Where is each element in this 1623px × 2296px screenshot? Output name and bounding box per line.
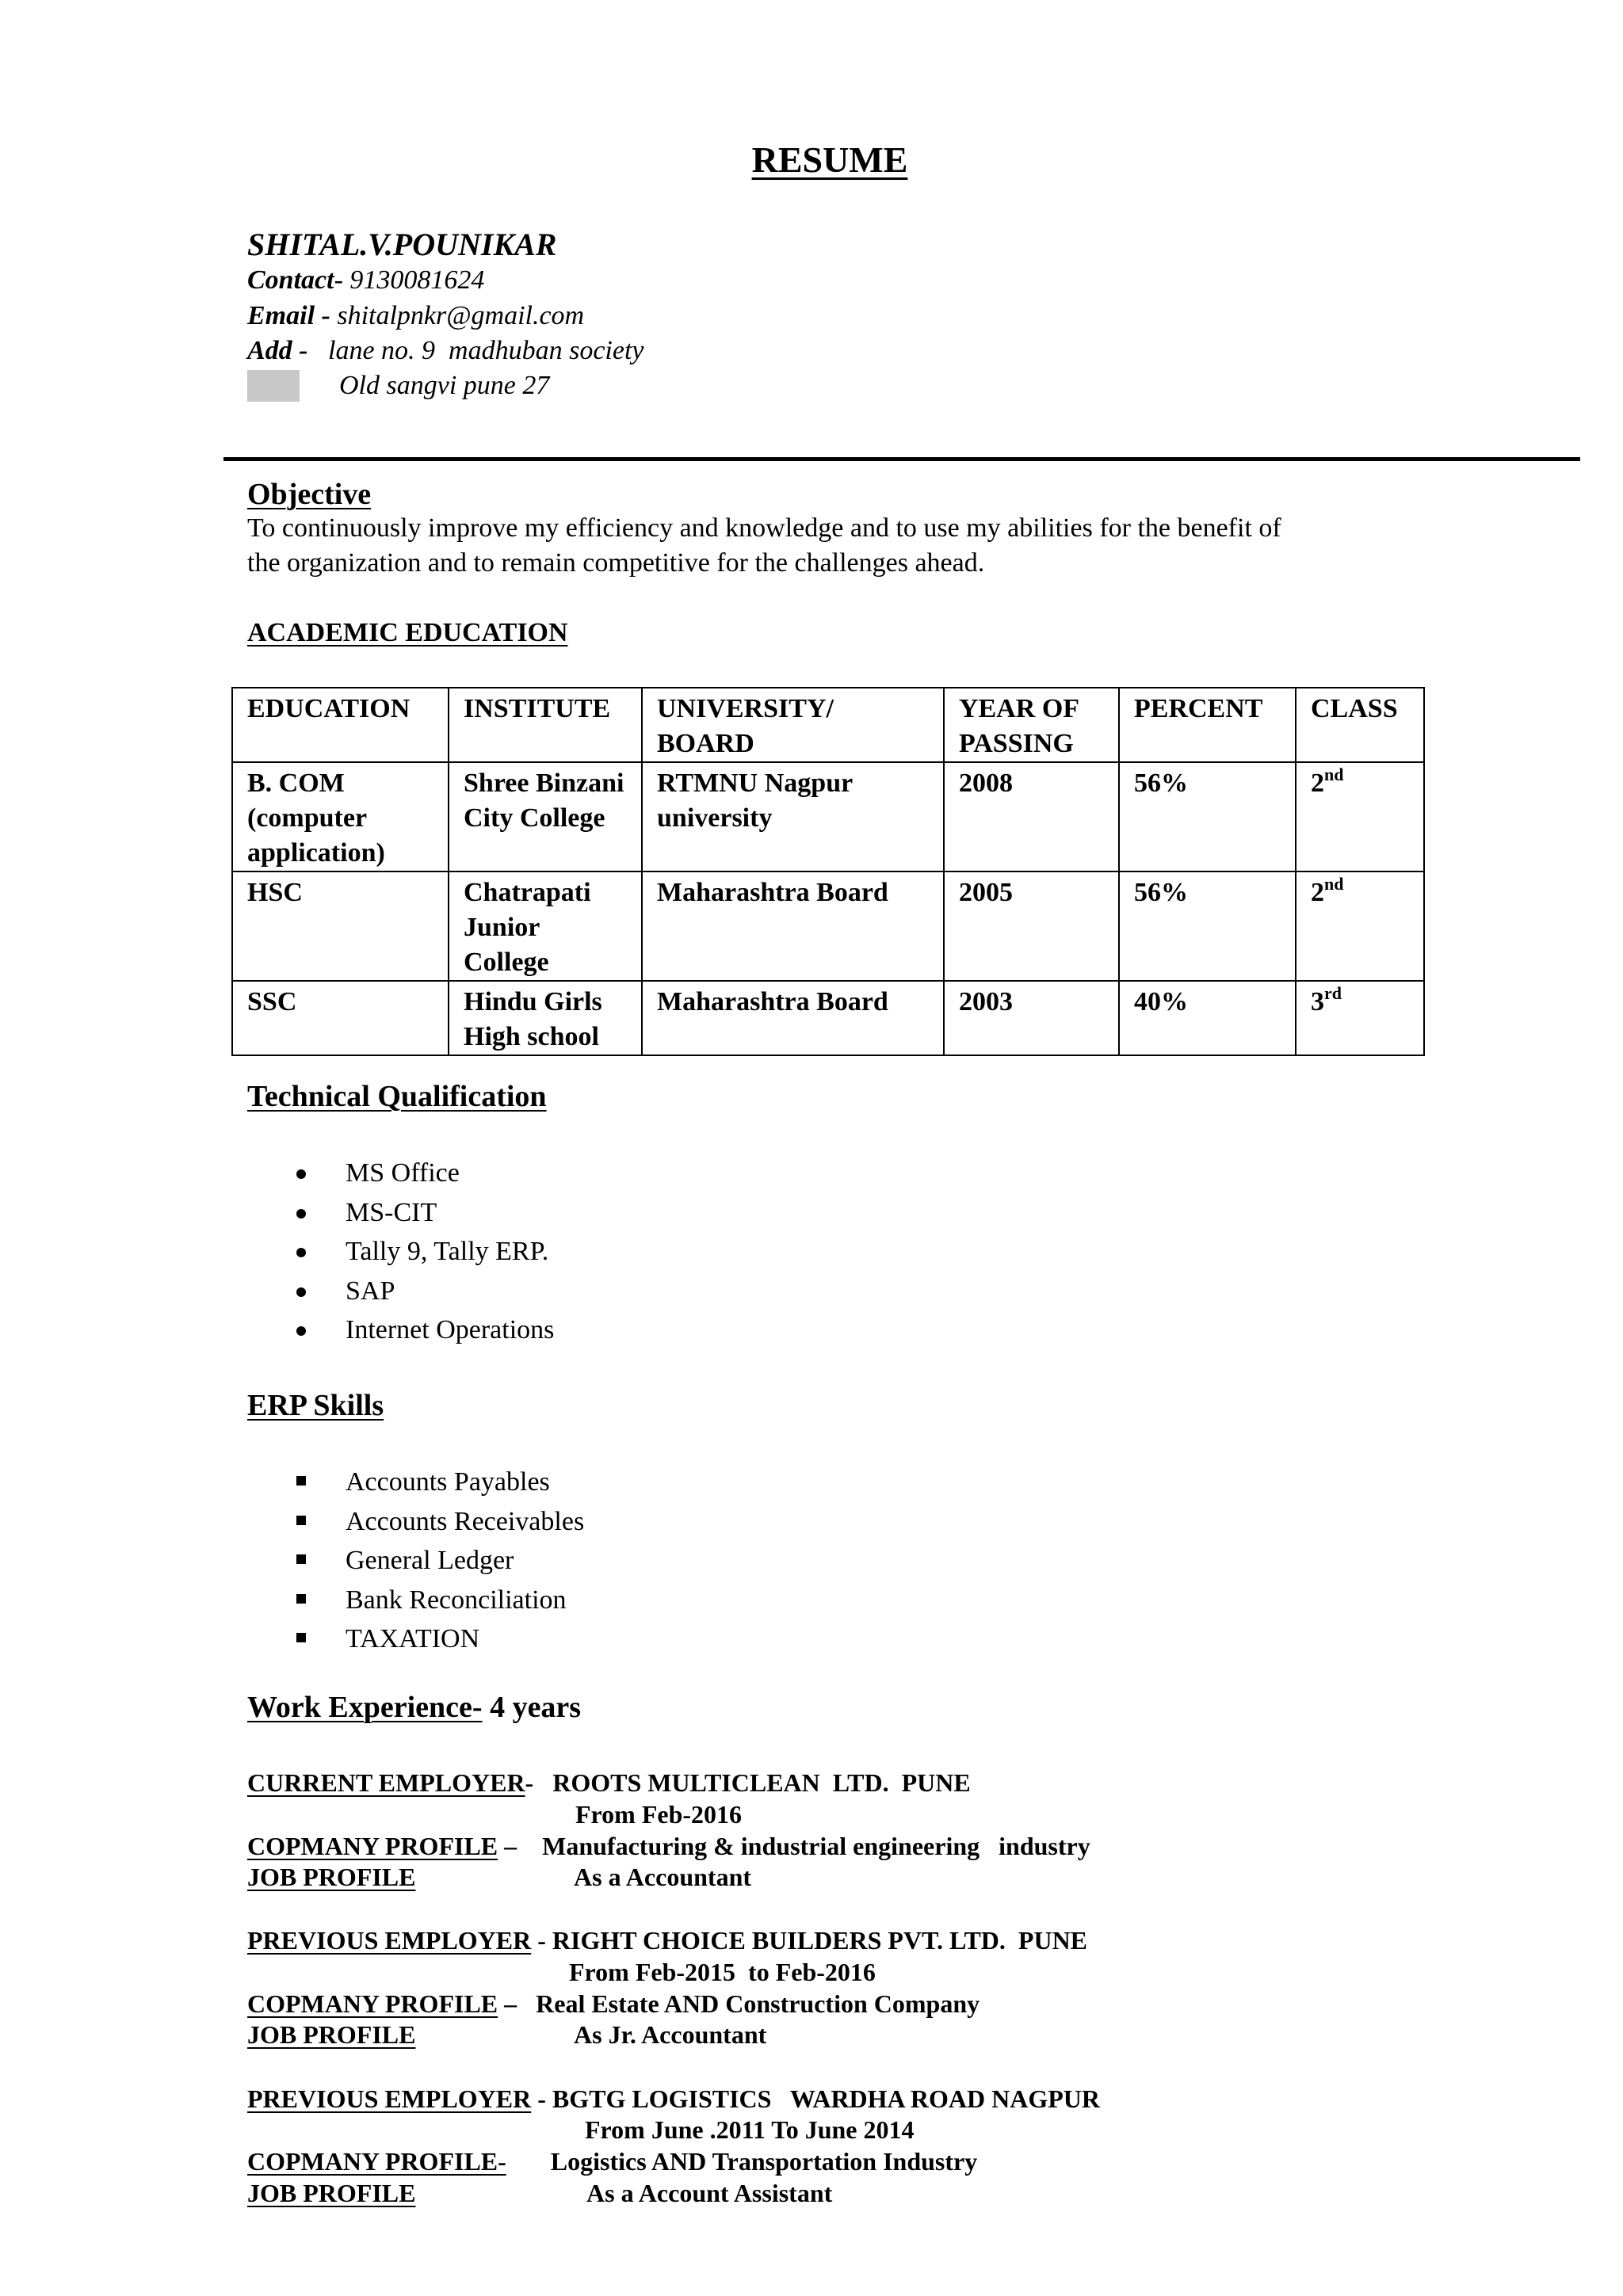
employer-line (247, 1926, 1087, 1955)
class-suffix: nd (1324, 765, 1344, 784)
job-profile-value: As a Accountant (574, 1863, 752, 1891)
company-profile-value: Logistics AND Transportation Industry (506, 2147, 978, 2176)
cell-education: HSC (232, 871, 449, 981)
company-profile-label: COPMANY PROFILE (247, 1832, 498, 1860)
square-bullet-icon (296, 1554, 306, 1564)
list-item-text: TAXATION (346, 1624, 480, 1653)
horizontal-rule (223, 457, 1580, 461)
email-label: Email - (247, 301, 330, 330)
list-item-text: MS-CIT (346, 1197, 437, 1227)
job-profile-label: JOB PROFILE (247, 1863, 416, 1891)
class-number: 3 (1311, 987, 1324, 1016)
list-item (295, 1541, 584, 1581)
square-bullet-icon (296, 1476, 306, 1486)
header-cell: PERCENT (1119, 688, 1296, 762)
employer-name: - BGTG LOGISTICS WARDHA ROAD NAGPUR (531, 2084, 1100, 2113)
work-heading (247, 1690, 581, 1725)
cell-year: 2003 (944, 981, 1119, 1055)
cell-percent: 40% (1119, 981, 1296, 1055)
objective-heading: Objective (247, 478, 372, 511)
class-number: 2 (1311, 878, 1324, 907)
employer-name: - RIGHT CHOICE BUILDERS PVT. LTD. PUNE (531, 1926, 1088, 1955)
table-row (232, 981, 1424, 1055)
class-suffix: rd (1324, 983, 1342, 1003)
cell-percent: 56% (1119, 762, 1296, 871)
address-label: Add - (247, 336, 308, 365)
cell-year: 2005 (944, 871, 1119, 981)
bullet-icon (296, 1326, 306, 1336)
list-item-text: General Ledger (346, 1546, 514, 1575)
list-item (295, 1619, 584, 1659)
address-line (247, 336, 644, 366)
cell-class (1296, 762, 1424, 871)
company-profile-value: – Manufacturing & industrial engineering industry (498, 1832, 1090, 1860)
cell-institute: Shree Binzani City College (449, 762, 642, 871)
cell-board: Maharashtra Board (642, 981, 944, 1055)
company-profile-label: COPMANY PROFILE- (247, 2147, 506, 2176)
email-value: shitalpnkr@gmail.com (330, 301, 585, 330)
cell-class (1296, 981, 1424, 1055)
company-profile-value: – Real Estate AND Construction Company (498, 1989, 980, 2018)
job-profile-line (247, 1863, 415, 1892)
company-profile-line (247, 1989, 980, 2019)
table-row (232, 762, 1424, 871)
technical-list (295, 1154, 554, 1350)
cell-class (1296, 871, 1424, 981)
class-number: 2 (1311, 769, 1324, 798)
bullet-icon (296, 1248, 306, 1257)
square-bullet-icon (296, 1516, 306, 1525)
employer-label: CURRENT EMPLOYER (247, 1768, 525, 1797)
job-profile-label: JOB PROFILE (247, 2020, 416, 2049)
email-line (247, 301, 584, 331)
page-title: RESUME (751, 139, 908, 180)
job-profile-value: As a Account Assistant (586, 2179, 833, 2207)
table-row (232, 871, 1424, 981)
address-value: lane no. 9 madhuban society (307, 336, 644, 365)
applicant-name: SHITAL.V.POUNIKAR (247, 227, 557, 262)
employer-line (247, 1768, 971, 1798)
class-suffix: nd (1324, 874, 1344, 894)
company-profile-label: COPMANY PROFILE (247, 1989, 498, 2018)
job-profile-value: As Jr. Accountant (574, 2020, 767, 2049)
company-profile-line (247, 2147, 977, 2176)
list-item (295, 1310, 554, 1350)
cell-board: Maharashtra Board (642, 871, 944, 981)
academic-heading: ACADEMIC EDUCATION (247, 618, 568, 647)
job-profile-label: JOB PROFILE (247, 2179, 416, 2207)
employer-line (247, 2084, 1100, 2114)
square-bullet-icon (296, 1633, 306, 1642)
company-profile-line (247, 1832, 1090, 1861)
cell-education: B. COM (computer application) (232, 762, 449, 871)
bullet-icon (296, 1169, 306, 1179)
list-item (295, 1154, 554, 1193)
list-item (295, 1232, 554, 1272)
employer-period: From Feb-2015 to Feb-2016 (569, 1958, 876, 1986)
list-item (295, 1581, 584, 1620)
work-heading-label: Work Experience- (247, 1691, 483, 1724)
list-item-text: Accounts Receivables (346, 1506, 585, 1536)
objective-line-1: To continuously improve my efficiency and knowledge and to use my abilities for the benefit of (247, 513, 1281, 543)
cell-institute: Hindu Girls High school (449, 981, 642, 1055)
square-bullet-icon (296, 1594, 306, 1604)
address-line-2: Old sangvi pune 27 (339, 371, 550, 400)
header-cell: EDUCATION (232, 688, 449, 762)
cell-institute: Chatrapati Junior College (449, 871, 642, 981)
list-item-text: Tally 9, Tally ERP. (346, 1237, 549, 1266)
cell-percent: 56% (1119, 871, 1296, 981)
list-item-text: SAP (346, 1276, 395, 1306)
employer-name: - ROOTS MULTICLEAN LTD. PUNE (525, 1768, 971, 1797)
highlight-box (247, 370, 300, 402)
erp-heading: ERP Skills (247, 1389, 384, 1422)
list-item-text: Accounts Payables (346, 1467, 550, 1497)
job-profile-line (247, 2020, 415, 2050)
objective-line-2: the organization and to remain competitive for the challenges ahead. (247, 548, 985, 578)
work-years: 4 years (482, 1691, 582, 1724)
employer-label: PREVIOUS EMPLOYER (247, 1926, 532, 1955)
contact-value: - 9130081624 (334, 265, 485, 295)
list-item (295, 1502, 584, 1542)
cell-board: RTMNU Nagpur university (642, 762, 944, 871)
contact-line (247, 265, 484, 296)
list-item (295, 1272, 554, 1311)
job-profile-line (247, 2179, 415, 2208)
list-item (295, 1463, 584, 1502)
employer-period: From Feb-2016 (575, 1800, 743, 1829)
header-cell: UNIVERSITY/ BOARD (642, 688, 944, 762)
header-cell: YEAR OF PASSING (944, 688, 1119, 762)
cell-year: 2008 (944, 762, 1119, 871)
contact-label: Contact (247, 265, 334, 295)
header-cell: CLASS (1296, 688, 1424, 762)
list-item-text: MS Office (346, 1158, 460, 1188)
erp-list (295, 1463, 584, 1659)
employer-label: PREVIOUS EMPLOYER (247, 2084, 532, 2113)
education-table (231, 687, 1425, 1056)
bullet-icon (296, 1209, 306, 1219)
list-item-text: Bank Reconciliation (346, 1585, 567, 1615)
list-item-text: Internet Operations (346, 1315, 555, 1344)
bullet-icon (296, 1287, 306, 1297)
cell-education: SSC (232, 981, 449, 1055)
header-cell: INSTITUTE (449, 688, 642, 762)
technical-heading: Technical Qualification (247, 1080, 547, 1113)
list-item (295, 1193, 554, 1233)
table-header-row (232, 688, 1424, 762)
employer-period: From June .2011 To June 2014 (585, 2115, 915, 2144)
